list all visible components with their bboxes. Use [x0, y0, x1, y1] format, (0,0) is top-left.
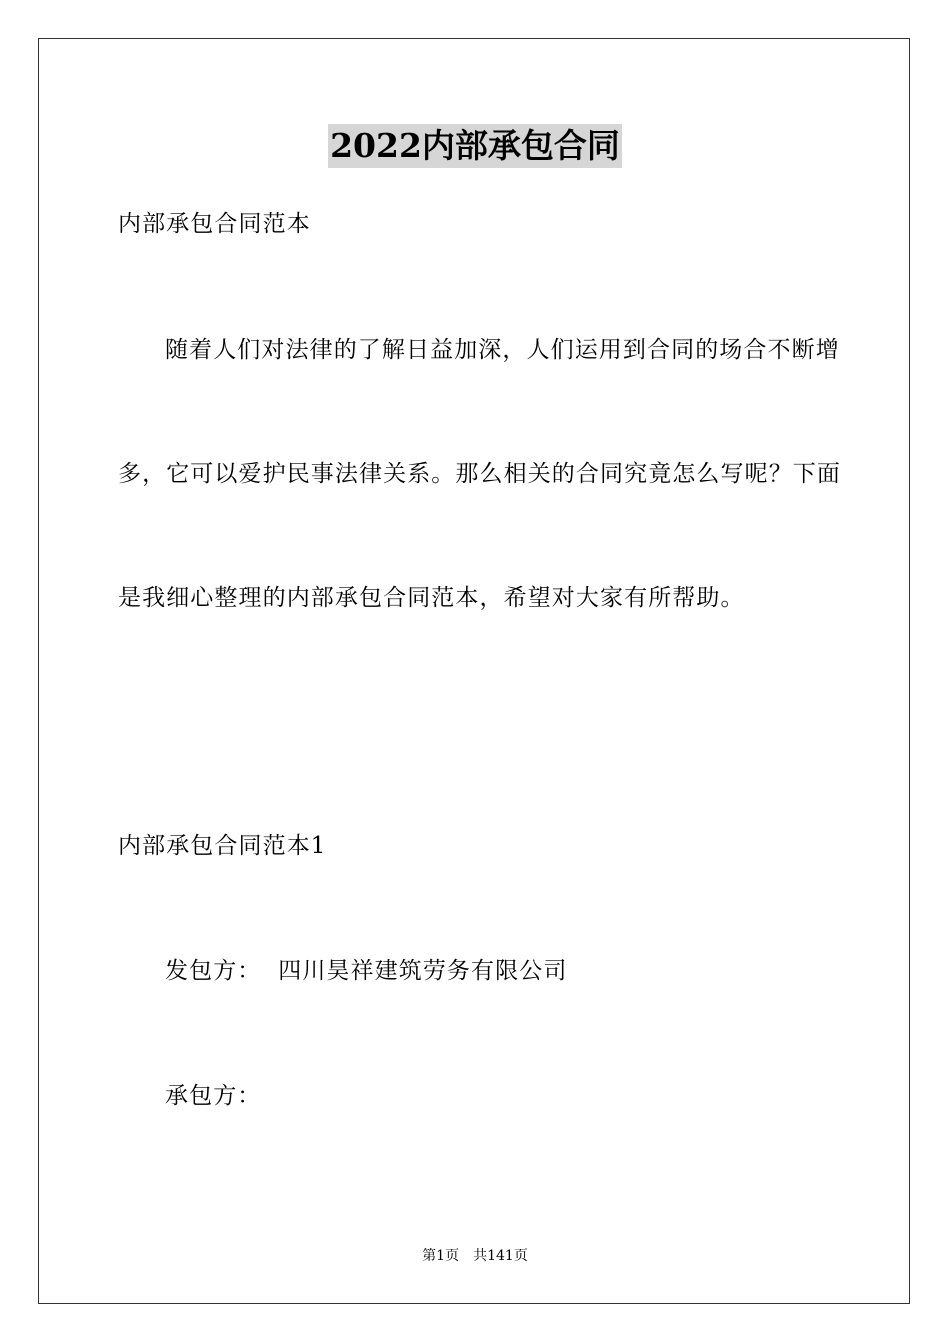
document-subtitle: 内部承包合同范本 — [118, 211, 311, 237]
party-a-line: 发包方： 四川昊祥建筑劳务有限公司 — [165, 958, 568, 984]
intro-line-1: 随着人们对法律的了解日益加深，人们运用到合同的场合不断增 — [165, 337, 840, 363]
party-b-line: 承包方： — [165, 1083, 262, 1109]
page-number: 第1页 — [422, 1248, 460, 1264]
section-heading: 内部承包合同范本1 — [118, 833, 327, 859]
page-total: 共141页 — [473, 1248, 528, 1264]
document-title: 2022内部承包合同 — [328, 124, 622, 168]
title-container — [0, 124, 950, 168]
intro-line-2: 多，它可以爱护民事法律关系。那么相关的合同究竟怎么写呢？下面 — [118, 461, 841, 487]
intro-line-3: 是我细心整理的内部承包合同范本，希望对大家有所帮助。 — [118, 585, 745, 611]
page-footer — [0, 1247, 950, 1265]
